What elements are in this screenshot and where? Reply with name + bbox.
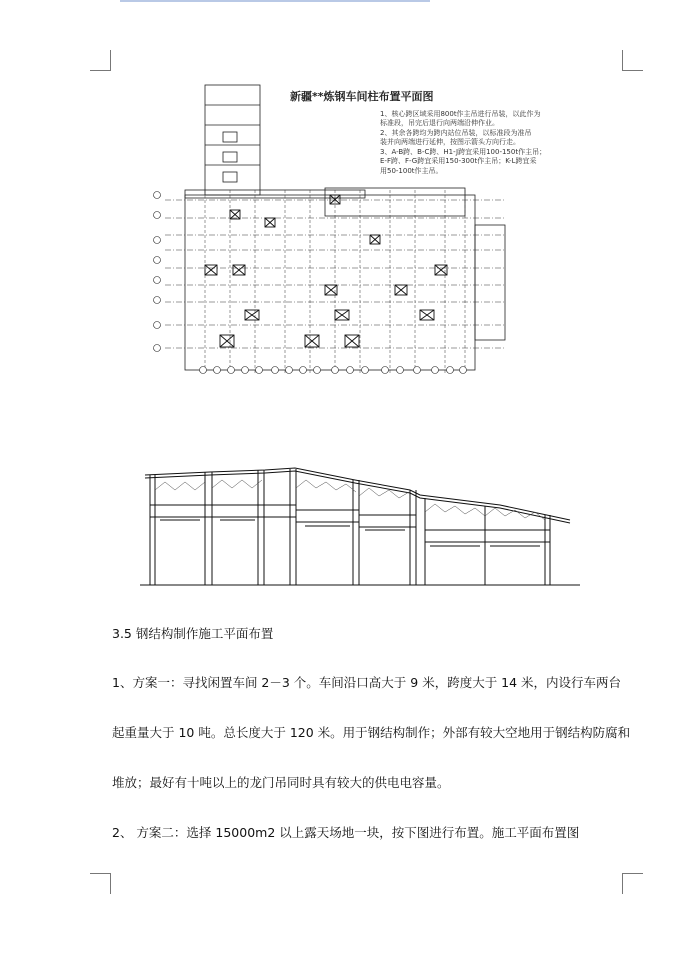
- plan-note-line: E-F跨、F-G跨宜采用150-300t作主吊；K-L跨宜采: [380, 157, 537, 166]
- paragraph: 堆放；最好有十吨以上的龙门吊同时具有较大的供电电容量。: [112, 775, 450, 790]
- plan-note-line: 2、其余各跨均为跨内站位吊装，以标准段为准吊: [380, 128, 532, 137]
- page-corner-mark-top-left: [90, 50, 111, 71]
- plan-title: 新疆**炼钢车间柱布置平面图: [290, 90, 434, 103]
- paragraph: 起重量大于 10 吨。总长度大于 120 米。用于钢结构制作；外部有较大空地用于钢结构防腐和: [112, 725, 631, 740]
- paragraph: 1、方案一：寻找闲置车间 2－3 个。车间沿口高大于 9 米，跨度大于 14 米，内设行车两台: [112, 675, 622, 690]
- paragraph: 2、 方案二：选择 15000m2 以上露天场地一块，按下图进行布置。施工平面布置图: [112, 825, 580, 840]
- section-heading: 3.5 钢结构制作施工平面布置: [112, 626, 274, 641]
- plan-note-line: 1、核心跨区域采用800t作主吊进行吊装，以此作为: [380, 110, 541, 118]
- page-corner-mark-top-right: [622, 50, 643, 71]
- plan-note-line: 标准段，吊完后退行向两端沿伸作业。: [380, 119, 499, 128]
- plan-note-line: 装并向两端进行延伸，按图示箭头方向行走。: [380, 138, 520, 147]
- top-edge-line: [120, 0, 430, 2]
- page-corner-mark-bottom-right: [622, 873, 643, 894]
- page-corner-mark-bottom-left: [90, 873, 111, 894]
- plan-note-line: 3、A-B跨、B-C跨、H1-J跨宜采用100-150t作主吊；: [380, 147, 547, 156]
- plan-notes: [380, 110, 546, 176]
- plan-note-line: 用50-100t作主吊。: [380, 166, 443, 175]
- section-drawing: [140, 460, 580, 595]
- column-layout-plan-figure: [145, 80, 545, 400]
- building-section-figure: [140, 460, 580, 595]
